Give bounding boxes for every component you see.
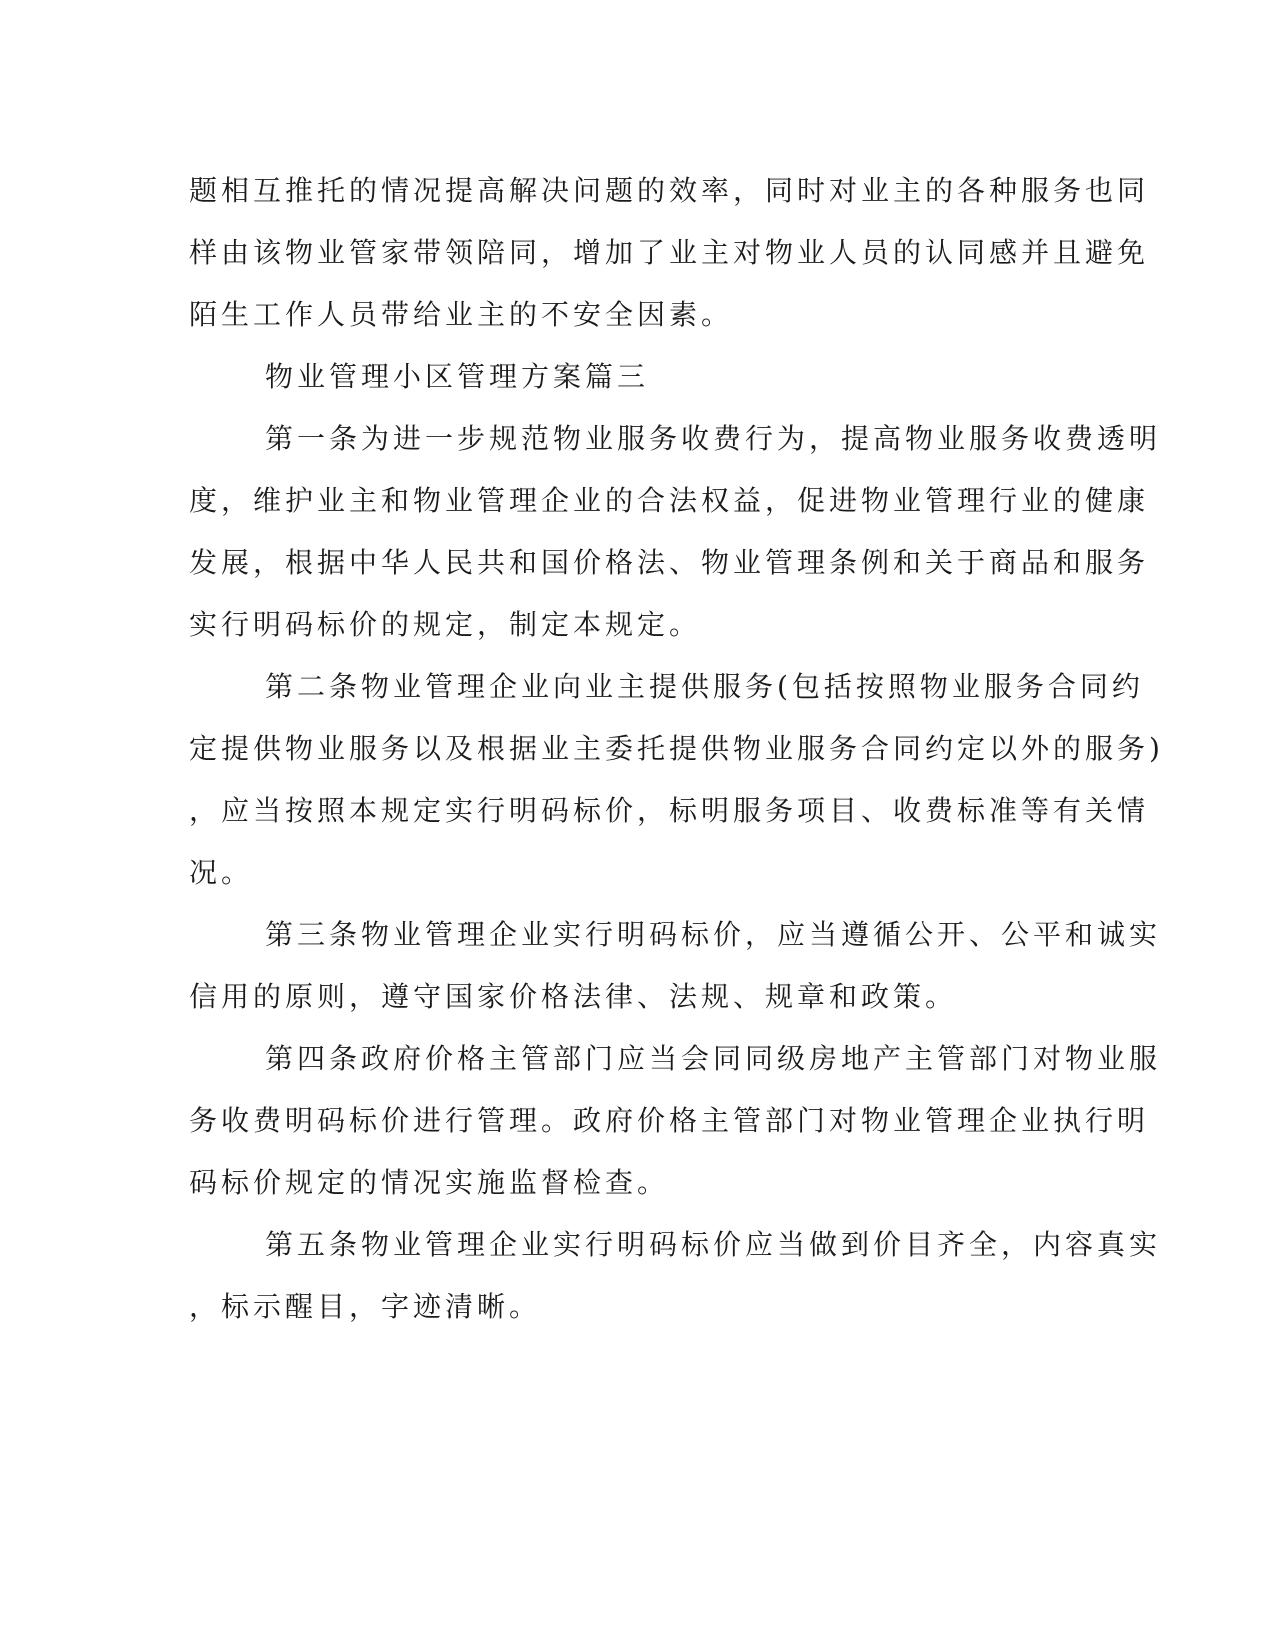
text-line: 第三条物业管理企业实行明码标价，应当遵循公开、公平和诚实 bbox=[265, 918, 1162, 951]
text-line: 务收费明码标价进行管理。政府价格主管部门对物业管理企业执行明 bbox=[189, 1104, 1150, 1137]
document-body bbox=[189, 160, 1164, 1338]
text-line: 第一条为进一步规范物业服务收费行为，提高物业服务收费透明 bbox=[265, 422, 1162, 455]
text-line: 码标价规定的情况实施监督检查。 bbox=[189, 1166, 670, 1199]
text-line: ，标示醒目，字迹清晰。 bbox=[189, 1290, 542, 1323]
text-line: 第二条物业管理企业向业主提供服务(包括按照物业服务合同约 bbox=[265, 670, 1144, 703]
text-line: 题相互推托的情况提高解决问题的效率，同时对业主的各种服务也同 bbox=[189, 174, 1150, 207]
text-line: 度，维护业主和物业管理企业的合法权益，促进物业管理行业的健康 bbox=[189, 484, 1150, 517]
text-line: ，应当按照本规定实行明码标价，标明服务项目、收费标准等有关情 bbox=[189, 794, 1150, 827]
section-heading: 物业管理小区管理方案篇三 bbox=[265, 360, 650, 393]
text-line: 况。 bbox=[189, 856, 254, 889]
text-line: 发展，根据中华人民共和国价格法、物业管理条例和关于商品和服务 bbox=[189, 546, 1150, 579]
text-line: 第四条政府价格主管部门应当会同同级房地产主管部门对物业服 bbox=[265, 1042, 1162, 1075]
text-line: 实行明码标价的规定，制定本规定。 bbox=[189, 608, 702, 641]
text-line: 陌生工作人员带给业主的不安全因素。 bbox=[189, 298, 734, 331]
text-line: 样由该物业管家带领陪同，增加了业主对物业人员的认同感并且避免 bbox=[189, 236, 1150, 269]
text-line: 第五条物业管理企业实行明码标价应当做到价目齐全，内容真实 bbox=[265, 1228, 1162, 1261]
text-line: 定提供物业服务以及根据业主委托提供物业服务合同约定以外的服务) bbox=[189, 732, 1164, 765]
text-line: 信用的原则，遵守国家价格法律、法规、规章和政策。 bbox=[189, 980, 958, 1013]
